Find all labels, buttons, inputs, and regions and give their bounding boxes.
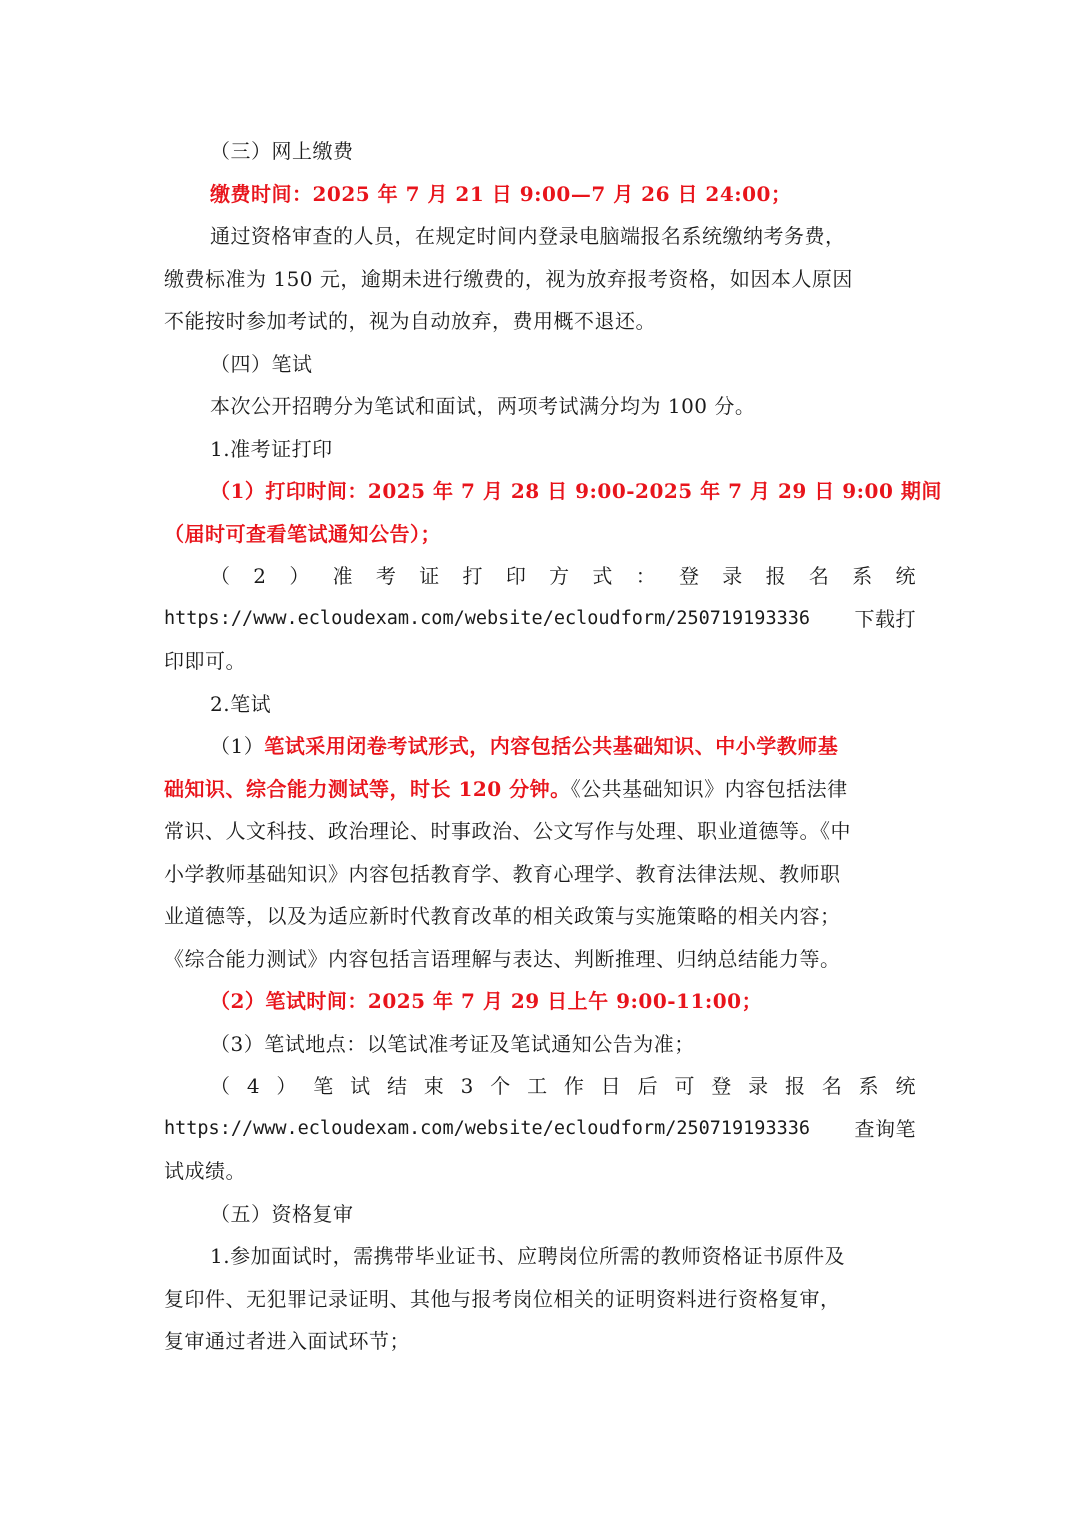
spread-char: 登 bbox=[679, 564, 700, 588]
exam-format-line: 业道德等，以及为适应新时代教育改革的相关政策与实施策略的相关内容； bbox=[164, 904, 841, 928]
spread-char: 统 bbox=[895, 1074, 916, 1098]
spread-char: 方 bbox=[549, 564, 570, 588]
exam-format-line: 《综合能力测试》内容包括言语理解与表达、判断推理、归纳总结能力等。 bbox=[164, 946, 841, 971]
spread-char: 可 bbox=[674, 1074, 695, 1098]
section-heading-online-payment: （三）网上缴费 bbox=[210, 139, 354, 163]
spread-char: 系 bbox=[858, 1074, 880, 1098]
print-method-end: 印即可。 bbox=[164, 649, 246, 673]
written-exam-title: 2.笔试 bbox=[210, 691, 272, 716]
spread-char: 名 bbox=[808, 564, 830, 588]
admission-ticket-title: 1.准考证打印 bbox=[210, 436, 333, 461]
print-method-tail: 下载打 bbox=[854, 606, 916, 631]
spread-char: 统 bbox=[895, 564, 916, 588]
spread-char: 结 bbox=[386, 1074, 408, 1098]
spread-char: 录 bbox=[748, 1074, 769, 1098]
print-time-line: （届时可查看笔试通知公告）； bbox=[164, 521, 441, 546]
exam-time: （2）笔试时间：2025 年 7 月 29 日上午 9:00-11:00； bbox=[210, 989, 763, 1013]
spread-char: ） bbox=[276, 1074, 297, 1098]
spread-char: 报 bbox=[784, 1074, 806, 1098]
spread-char: 3 bbox=[460, 1074, 474, 1098]
results-query-tail: 查询笔 bbox=[854, 1116, 916, 1141]
spread-char: 准 bbox=[332, 564, 354, 588]
payment-paragraph-line: 通过资格审查的人员，在规定时间内登录电脑端报名系统缴纳考务费， bbox=[210, 224, 846, 248]
spread-char: 名 bbox=[821, 1074, 843, 1098]
spread-char: ） bbox=[289, 564, 310, 588]
results-query-spread-line bbox=[164, 1065, 916, 1108]
exam-location: （3）笔试地点：以笔试准考证及笔试通知公告为准； bbox=[210, 1031, 695, 1056]
spread-char: 4 bbox=[246, 1074, 261, 1098]
registration-system-link[interactable]: https://www.ecloudexam.com/website/ecloudform/250719193336 bbox=[164, 1117, 811, 1139]
exam-format-line: 小学教师基础知识》内容包括教育学、教育心理学、教育法律法规、教师职 bbox=[164, 861, 841, 886]
spread-char: 式 bbox=[592, 564, 613, 588]
spread-char: （ bbox=[210, 1074, 231, 1098]
section-heading-written-exam: （四）笔试 bbox=[210, 351, 313, 376]
spread-char: 印 bbox=[505, 564, 527, 588]
exam-format-text: 《公共基础知识》内容包括法律 bbox=[570, 776, 848, 801]
payment-time: 缴费时间：2025 年 7 月 21 日 9:00—7 月 26 日 24:00； bbox=[210, 181, 792, 206]
spread-char: 系 bbox=[852, 564, 873, 588]
spread-char: ： bbox=[635, 564, 657, 588]
registration-system-link[interactable]: https://www.ecloudexam.com/website/ecloudform/250719193336 bbox=[164, 607, 811, 629]
spread-char: （ bbox=[210, 564, 231, 588]
print-time-line: （1）打印时间：2025 年 7 月 28 日 9:00-2025 年 7 月 29 日 9:00 期间 bbox=[210, 479, 942, 503]
payment-paragraph-line: 不能按时参加考试的，视为自动放弃，费用概不退还。 bbox=[164, 309, 656, 333]
spread-char: 束 bbox=[423, 1074, 445, 1098]
exam-format-line bbox=[164, 725, 916, 768]
section-heading-qualification-review: （五）资格复审 bbox=[210, 1201, 354, 1226]
spread-char: 日 bbox=[600, 1074, 622, 1098]
spread-char: 打 bbox=[462, 564, 484, 588]
review-paragraph-line: 复审通过者进入面试环节； bbox=[164, 1329, 410, 1353]
written-exam-intro: 本次公开招聘分为笔试和面试，两项考试满分均为 100 分。 bbox=[210, 394, 756, 418]
review-paragraph-line: 复印件、无犯罪记录证明、其他与报考岗位相关的证明资料进行资格复审， bbox=[164, 1286, 841, 1311]
document-page bbox=[164, 130, 942, 1363]
spread-char: 登 bbox=[711, 1074, 732, 1098]
exam-format-red: 础知识、综合能力测试等，时长 120 分钟。 bbox=[164, 776, 571, 801]
spread-char: 笔 bbox=[313, 1074, 334, 1098]
spread-char: 工 bbox=[527, 1074, 548, 1098]
spread-char: 考 bbox=[375, 564, 397, 588]
spread-char: 报 bbox=[765, 564, 787, 588]
exam-format-line bbox=[164, 768, 916, 811]
results-query-end: 试成绩。 bbox=[164, 1159, 246, 1183]
spread-char: 试 bbox=[350, 1074, 371, 1098]
payment-paragraph-line: 缴费标准为 150 元，逾期未进行缴费的，视为放弃报考资格，如因本人原因 bbox=[164, 266, 853, 291]
exam-format-line: 常识、人文科技、政治理论、时事政治、公文写作与处理、职业道德等。《中 bbox=[164, 819, 851, 843]
spread-char: 个 bbox=[490, 1074, 511, 1098]
spread-char: 作 bbox=[563, 1074, 585, 1098]
spread-char: 录 bbox=[722, 564, 743, 588]
exam-format-prefix: （1） bbox=[210, 734, 265, 758]
print-method-spread-line bbox=[164, 555, 916, 598]
print-method-url-line bbox=[164, 598, 916, 641]
spread-char: 2 bbox=[253, 564, 267, 588]
exam-format-red: 笔试采用闭卷考试形式，内容包括公共基础知识、中小学教师基 bbox=[264, 734, 839, 758]
review-paragraph-line: 1.参加面试时，需携带毕业证书、应聘岗位所需的教师资格证书原件及 bbox=[210, 1244, 846, 1268]
spread-char: 证 bbox=[419, 564, 440, 588]
results-query-url-line bbox=[164, 1108, 916, 1151]
spread-char: 后 bbox=[637, 1074, 659, 1098]
